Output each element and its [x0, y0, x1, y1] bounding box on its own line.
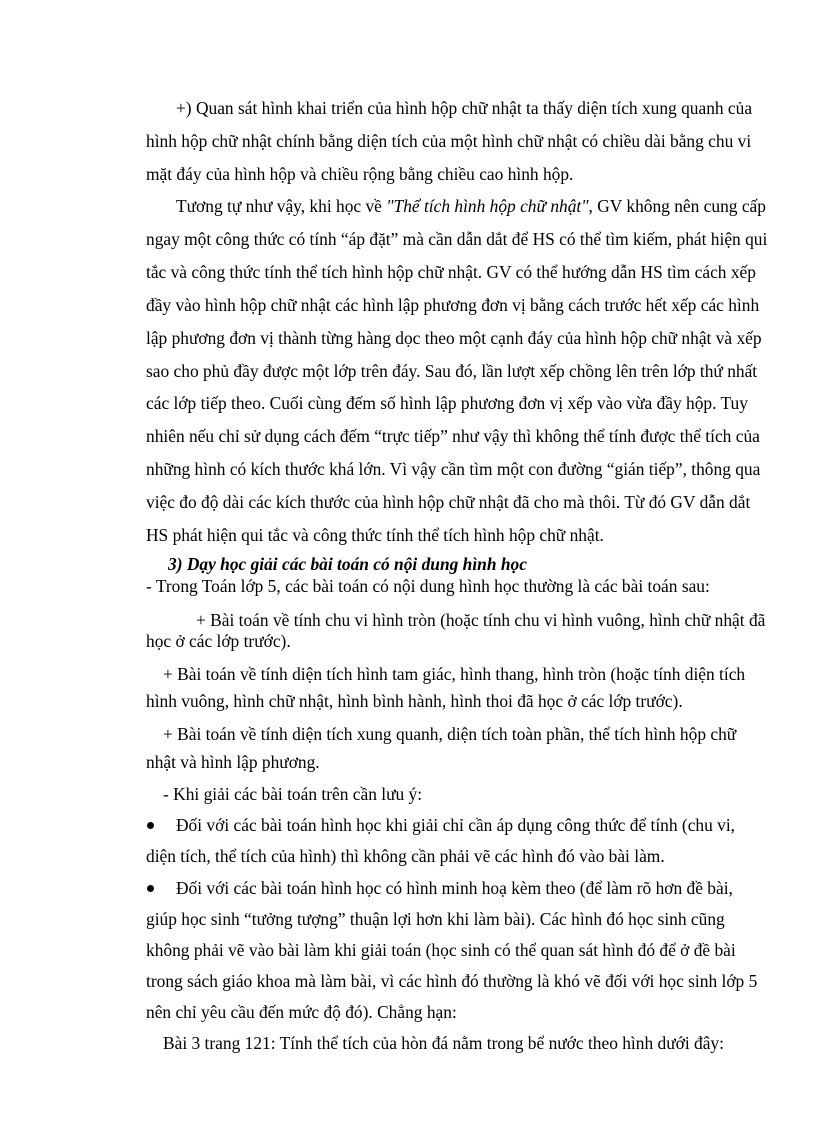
text-segment: Tương tự như vậy, khi học về [176, 196, 387, 216]
text-line: lập phương đơn vị thành từng hàng dọc theo một cạnh đáy của hình hộp chữ nhật và xếp [146, 328, 762, 348]
text-line: hình vuông, hình chữ nhật, hình bình hành, hình thoi đã học ở các lớp trước). [146, 691, 683, 711]
text-line: không phải vẽ vào bài làm khi giải toán (học sinh có thể quan sát hình đó để ở đề bài [146, 940, 736, 960]
text-line: - Trong Toán lớp 5, các bài toán có nội dung hình học thường là các bài toán sau: [146, 576, 710, 596]
text-line [176, 195, 766, 217]
text-line: +) Quan sát hình khai triển của hình hộp chữ nhật ta thấy diện tích xung quanh của [176, 98, 753, 118]
bullet-icon [147, 822, 154, 829]
text-line: Đối với các bài toán hình học khi giải chỉ cần áp dụng công thức để tính (chu vi, [176, 815, 736, 835]
text-line: HS phát hiện qui tắc và công thức tính thể tích hình hộp chữ nhật. [146, 525, 604, 545]
text-line: các lớp tiếp theo. Cuối cùng đếm số hình lập phương đơn vị xếp vào vừa đầy hộp. Tuy [146, 393, 748, 413]
text-line: + Bài toán về tính diện tích hình tam giác, hình thang, hình tròn (hoặc tính diện tích [163, 664, 746, 684]
text-line: việc đo độ dài các kích thước của hình hộp chữ nhật đã cho mà thôi. Từ đó GV dẫn dắt [146, 492, 751, 512]
text-line: trong sách giáo khoa mà làm bài, vì các hình đó thường là khó vẽ đối với học sinh lớp 5 [146, 971, 758, 991]
text-line: nhiên nếu chỉ sử dụng cách đếm “trực tiếp” như vậy thì không thể tính được thể tích của [146, 426, 760, 446]
text-line: hình hộp chữ nhật chính bằng diện tích của một hình chữ nhật có chiều dài bằng chu vi [146, 131, 752, 151]
text-line: mặt đáy của hình hộp và chiều rộng bằng chiều cao hình hộp. [146, 164, 574, 184]
text-line: tắc và công thức tính thể tích hình hộp chữ nhật. GV có thể hướng dẫn HS tìm cách xếp [146, 262, 756, 282]
italic-title: "Thể tích hình hộp chữ nhật" [386, 196, 589, 216]
text-line: giúp học sinh “tưởng tượng” thuận lợi hơn khi làm bài). Các hình đó học sinh cũng [146, 909, 725, 929]
text-line: sao cho phủ đầy được một lớp trên đáy. Sau đó, lần lượt xếp chồng lên trên lớp thứ nhất [146, 361, 758, 381]
text-segment: , GV không nên cung cấp [588, 196, 766, 216]
text-line: Đối với các bài toán hình học có hình minh hoạ kèm theo (để làm rõ hơn đề bài, [176, 878, 733, 898]
text-line: Bài 3 trang 121: Tính thể tích của hòn đá nằm trong bể nước theo hình dưới đây: [163, 1033, 724, 1053]
text-line: + Bài toán về tính chu vi hình tròn (hoặc tính chu vi hình vuông, hình chữ nhật đã [196, 610, 766, 630]
text-line: học ở các lớp trước). [146, 631, 291, 651]
section-heading: 3) Dạy học giải các bài toán có nội dung hình học [168, 554, 527, 574]
text-line: + Bài toán về tính diện tích xung quanh, diện tích toàn phần, thể tích hình hộp chữ [163, 724, 737, 744]
text-line: nhật và hình lập phương. [146, 752, 320, 772]
text-line: ngay một công thức có tính “áp đặt” mà cần dẫn dắt để HS có thể tìm kiếm, phát hiện qui [146, 229, 768, 249]
text-line: nên chỉ yêu cầu đến mức độ đó). Chẳng hạn: [146, 1002, 457, 1022]
text-line: - Khi giải các bài toán trên cần lưu ý: [163, 784, 423, 804]
text-line: diện tích, thể tích của hình) thì không cần phải vẽ các hình đó vào bài làm. [146, 846, 665, 866]
text-line: những hình có kích thước khá lớn. Vì vậy cần tìm một con đường “gián tiếp”, thông qua [146, 459, 761, 479]
text-line: đầy vào hình hộp chữ nhật các hình lập phương đơn vị bằng cách trước hết xếp các hình [146, 295, 760, 315]
bullet-icon [147, 885, 154, 892]
